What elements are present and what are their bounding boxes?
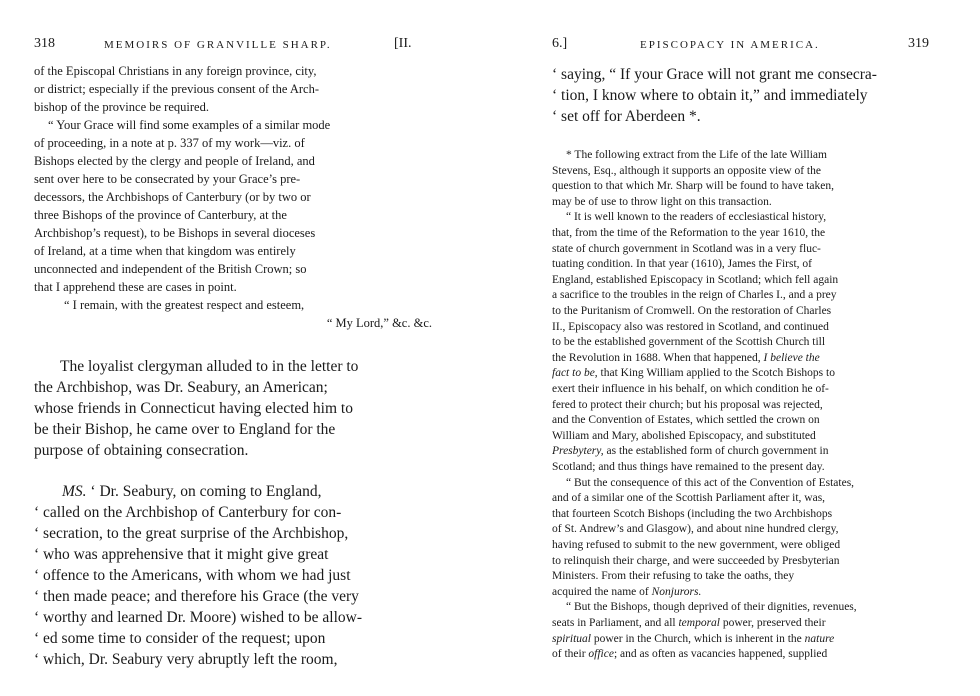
left-running-head [34,36,432,56]
footnote-line: fered to protect their church; but his proposal was rejected, [552,398,823,411]
right-running-title: EPISCOPACY IN AMERICA. [640,39,820,51]
italic-phrase: office [588,648,614,661]
footnote-line: II., Episcopacy also was restored in Scotland, and continued [552,320,829,333]
footnote-line: that fourteen Scotch Bishops (including the two Archbishops [552,507,833,520]
text-line: ‘ worthy and learned Dr. Moore) wished to be allow- [34,609,362,626]
right-page-number: 319 [908,36,929,51]
footnote-line: to relinquish their charge, and were succeeded by Presbyterian [552,554,840,567]
italic-phrase: temporal [678,617,720,629]
left-page-number: 318 [34,36,55,51]
footnote-line: Ministers. From their refusing to take the oaths, they [552,570,795,583]
italic-phrase: spiritual [552,632,591,645]
text-line: purpose of obtaining consecration. [34,442,249,459]
footnote-line-tail: power, preserved their [720,617,826,629]
footnote-line: to the Puritanism of Cromwell. On the restoration of Charles [552,305,832,317]
text-line: ‘ secration, to the great surprise of the Archbishop, [34,525,349,542]
text-line: or district; especially if the previous consent of the Arch- [34,82,319,96]
footnote-line: that, from the time of the Reformation to the year 1610, the [552,227,826,239]
text-line: the Archbishop, was Dr. Seabury, an American; [34,379,328,396]
footnote-line: question to that which Mr. Sharp will be found to have taken, [552,180,835,193]
footnote-line: William and Mary, abolished Episcopacy, and substituted [552,429,816,442]
right-running-head [552,36,944,56]
text-line: unconnected and independent of the British Crown; so [34,262,307,276]
letter-closing: “ My Lord,” &c. &c. [326,316,432,330]
text-line: three Bishops of the province of Canterbury, at the [34,208,287,222]
text-line: of the Episcopal Christians in any foreign province, city, [34,64,317,78]
text-line: ‘ which, Dr. Seabury very abruptly left the room, [34,651,338,668]
footnote-line: exert their influence in his behalf, on which condition he of- [552,383,829,395]
italic-phrase: I believe the [763,351,820,364]
text-line: ‘ tion, I know where to obtain it,” and immediately [552,87,868,104]
footnote-line: may be of use to throw light on this transaction. [552,195,772,208]
footnote-line: state of church government in Scotland was in a very fluc- [552,242,821,255]
footnote-line: “ But the consequence of this act of the Convention of Estates, [566,476,855,489]
footnote-line: the Revolution in 1688. When that happened, [552,351,764,364]
text-line: ‘ called on the Archbishop of Canterbury for con- [34,504,342,521]
footnote-line: * The following extract from the Life of the late William [566,149,827,161]
footnote-line: acquired the name of [552,585,652,598]
italic-phrase: nature [804,632,835,645]
text-line: Archbishop’s request), to be Bishops in several dioceses [34,226,316,240]
text-line: “ Your Grace will find some examples of a similar mode [48,118,331,132]
text-line: Bishops elected by the clergy and people of Ireland, and [34,154,315,168]
left-running-title: MEMOIRS OF GRANVILLE SHARP. [104,39,332,51]
left-chapter-mark: [II. [394,36,412,51]
text-line: whose friends in Connecticut having elected him to [34,400,353,417]
text-line: ‘ set off for Aberdeen *. [552,108,701,125]
text-line: ‘ Dr. Seabury, on coming to England, [90,483,322,500]
text-line: ‘ who was apprehensive that it might give great [34,546,329,563]
text-line: decessors, the Archbishops of Canterbury (or by two or [34,190,311,204]
footnote-line: to be the established government of the Scottish Church till [552,336,826,349]
footnote-line: Stevens, Esq., although it supports an opposite view of the [552,164,821,177]
footnote-line: and the Convention of Estates, which settled the crown on [552,414,820,427]
italic-phrase: Nonjurors. [651,585,702,598]
footnote-line: seats in Parliament, and all [552,617,679,629]
footnote-line: a sacrifice to the troubles in the reign of Charles I., and a prey [552,289,837,302]
text-line: ‘ saying, “ If your Grace will not grant me consecra- [552,66,877,83]
text-line: of Ireland, at a time when that kingdom was entirely [34,244,296,258]
text-line: The loyalist clergyman alluded to in the letter to [60,358,359,375]
text-line: ‘ then made peace; and therefore his Grace (the very [34,588,359,605]
left-page [34,0,432,696]
footnote-line: and of a similar one of the Scottish Parliament after it, was, [552,492,826,505]
right-page [552,0,944,696]
footnote-line: as the established form of church government in [603,445,829,458]
text-line: ‘ offence to the Americans, with whom we had just [34,567,351,584]
footnote-line: tuating condition. In that year (1610), James the First, of [552,258,812,271]
text-line: be their Bishop, he came over to England for the [34,421,336,438]
footnote-line: of their [552,648,589,661]
footnote-line: “ It is well known to the readers of ecclesiastical history, [566,211,827,224]
footnote-line: “ But the Bishops, though deprived of their dignities, revenues, [566,601,857,614]
footnote-line: England, established Episcopacy in Scotland; which fell again [552,273,839,286]
italic-phrase: fact to be [552,367,595,380]
footnote-line-tail: ; and as often as vacancies happened, supplied [613,648,828,661]
footnote-line-tail: , that King William applied to the Scotch Bishops to [594,367,835,380]
footnote-line: Scotland; and thus things have remained to the present day. [552,461,825,473]
footnote-line: power in the Church, which is inherent in the [590,632,805,645]
text-line: sent over here to be consecrated by your Grace’s pre- [34,172,301,186]
text-line: that I apprehend these are cases in point. [34,280,237,294]
text-line: “ I remain, with the greatest respect and esteem, [64,298,305,312]
right-chapter-mark: 6.] [552,36,568,51]
ms-label: MS. [62,483,87,500]
text-line: bishop of the province be required. [34,100,209,114]
italic-phrase: Presbytery, [552,445,604,458]
footnote-line: having refused to submit to the new government, were obliged [552,539,841,551]
footnote-line: of St. Andrew’s and Glasgow), and about nine hundred clergy, [552,523,839,536]
text-line: ‘ ed some time to consider of the request; upon [34,630,326,647]
text-line: of proceeding, in a note at p. 337 of my work—viz. of [34,136,305,150]
